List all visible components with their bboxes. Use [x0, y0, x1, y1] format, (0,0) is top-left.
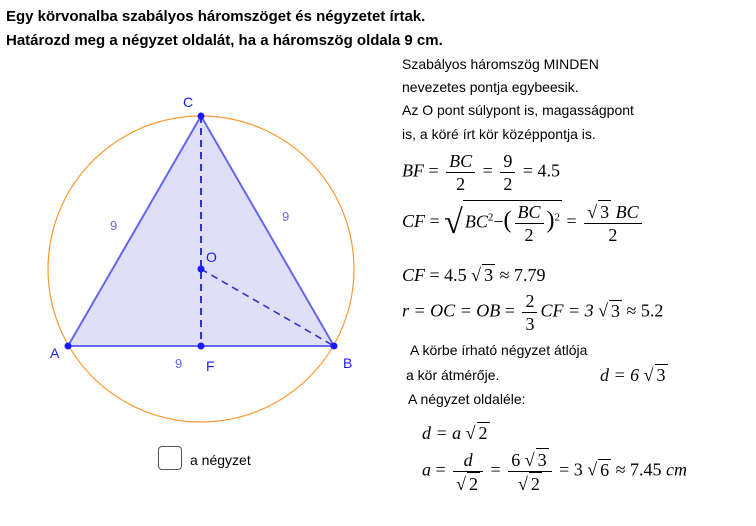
- point-b[interactable]: [331, 343, 338, 350]
- point-a[interactable]: [65, 343, 72, 350]
- side-label-ab: 9: [175, 356, 183, 371]
- label-a: A: [50, 345, 60, 361]
- note-line-2: nevezetes pontja egybeesik.: [402, 79, 579, 95]
- note-diag-2: a kör átmérője.: [406, 367, 500, 383]
- title-line-2: Határozd meg a négyzet oldalát, ha a háromszög oldala 9 cm.: [6, 32, 443, 49]
- show-square-label[interactable]: a négyzet: [190, 452, 251, 468]
- formula-cf-value: CF = 4.5 √ 3 ≈ 7.79: [402, 265, 546, 285]
- note-side: A négyzet oldaléle:: [408, 391, 526, 407]
- formula-cf: CF = √ $BC^2-$( $\frac{BC}{2}$ )$^2$ = $\frac{√ 3 BC}{2}$: [402, 200, 645, 246]
- formula-bf-result: 4.5: [537, 160, 560, 181]
- show-square-checkbox[interactable]: [158, 446, 182, 470]
- label-b: B: [343, 355, 353, 371]
- note-line-4: is, a köré írt kör középpontja is.: [402, 126, 596, 142]
- label-o: O: [206, 249, 217, 265]
- formula-bf-frac1: $\frac{BC}{2}$: [446, 150, 475, 195]
- formula-bf-lhs: BF: [402, 160, 424, 181]
- formula-bf: BF = $\frac{BC}{2}$ = $\frac{9}{2}$ = 4.5: [402, 151, 560, 194]
- formula-diagonal: d = 6 √ 3: [600, 365, 666, 385]
- note-diag-1: A körbe írható négyzet átlója: [410, 342, 588, 358]
- note-line-3: Az O pont súlypont is, magasságpont: [402, 102, 634, 118]
- side-label-bc: 9: [282, 209, 290, 224]
- formula-cf-rhs: $\frac{√ 3 BC}{2}$: [584, 200, 641, 246]
- side-label-ac: 9: [110, 218, 118, 233]
- formula-radius: r = OC = OB = $\frac{2}{3}$ CF = 3 √ 3 ≈ 5.2: [402, 291, 664, 334]
- label-c: C: [183, 94, 194, 110]
- formula-bf-frac2: $\frac{9}{2}$: [500, 150, 515, 195]
- formula-cf-lhs: CF: [402, 211, 426, 232]
- title-line-1: Egy körvonalba szabályos háromszöget és négyzetet írtak.: [6, 8, 426, 25]
- point-f[interactable]: [198, 343, 205, 350]
- point-c[interactable]: [198, 113, 205, 120]
- formula-d-a: d = a √ 2: [422, 423, 488, 443]
- point-o[interactable]: [198, 266, 205, 273]
- label-f: F: [206, 358, 215, 374]
- note-line-1: Szabályos háromszög MINDEN: [402, 56, 599, 72]
- formula-side-a: a = $\frac{d}{√ 2}$ = $\frac{6 √ 3}{√ 2}$ = 3 √ 6 ≈ 7.45 cm: [422, 449, 688, 494]
